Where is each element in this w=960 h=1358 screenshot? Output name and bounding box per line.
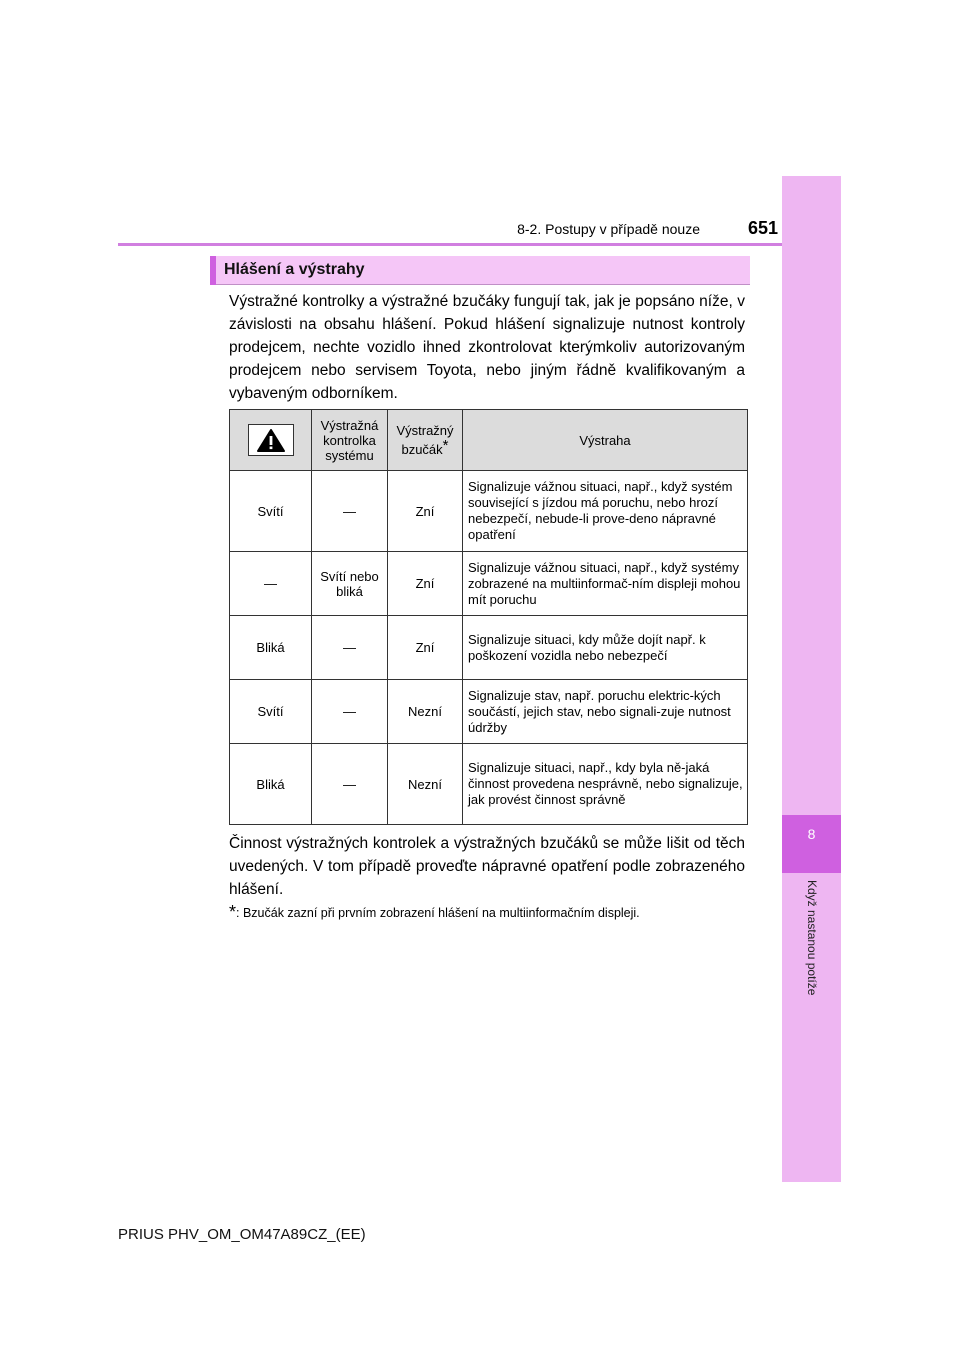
header-buzzer-line2: bzučák <box>401 442 443 457</box>
intro-paragraph: Výstražné kontrolky a výstražné bzučáky fungují tak, jak je popsáno níže, v závislosti na obsahu hlášení. Pokud hlášení signalizuje nutnost kontroly prodejcem, nechte vozidlo ihned zkontrolovat kterýmkoliv autorizovaným prodejcem nebo servisem Toyota, nebo jiným řádně kvalifikovaným a vybaveným odborníkem. <box>229 293 745 402</box>
cell-light: — <box>312 680 388 744</box>
cell-buzzer: Nezní <box>388 744 463 825</box>
warning-triangle-icon <box>248 424 294 456</box>
chapter-label: Když nastanou potíže <box>805 880 819 996</box>
table-row <box>230 471 748 552</box>
section-heading-bar <box>210 256 750 285</box>
cell-icon-state: Svítí <box>230 471 312 552</box>
section-accent <box>210 256 216 285</box>
cell-icon-state: Svítí <box>230 680 312 744</box>
cell-light: — <box>312 744 388 825</box>
table-row <box>230 680 748 744</box>
cell-icon-state: Bliká <box>230 744 312 825</box>
cell-buzzer: Nezní <box>388 680 463 744</box>
cell-light: Svítí nebo bliká <box>312 552 388 616</box>
chapter-number-block <box>782 815 841 873</box>
table-row <box>230 616 748 680</box>
header-buzzer <box>388 410 463 471</box>
cell-warning: Signalizuje situaci, kdy může dojít např. k poškození vozidla nebo nebezpečí <box>463 616 748 680</box>
table-row <box>230 744 748 825</box>
cell-buzzer: Zní <box>388 471 463 552</box>
section-title: Hlášení a výstrahy <box>224 261 365 278</box>
cell-icon-state: Bliká <box>230 616 312 680</box>
header-light-line2: kontrolka <box>323 432 376 448</box>
table-row <box>230 552 748 616</box>
page-number: 651 <box>747 218 778 238</box>
cell-warning: Signalizuje situaci, např., kdy byla ně-jaká činnost provedena nesprávně, nebo signalizuje, jak provést činnost správně <box>463 744 748 825</box>
header-light-line1: Výstražná <box>320 417 379 433</box>
footnote <box>229 902 769 923</box>
warning-table <box>229 409 748 825</box>
footnote-star: * <box>229 902 237 922</box>
cell-warning: Signalizuje vážnou situaci, např., když systémy zobrazené na multiinformač-ním displeji mohou mít poruchu <box>463 552 748 616</box>
header-icon-cell <box>230 410 312 471</box>
cell-buzzer: Zní <box>388 552 463 616</box>
closing-paragraph: Činnost výstražných kontrolek a výstražných bzučáků se může lišit od těch uvedených. V tom případě proveďte nápravné opatření podle zobrazeného hlášení. <box>229 835 745 898</box>
footnote-marker: * <box>442 437 449 454</box>
header-section-title: 8-2. Postupy v případě nouze <box>517 221 700 237</box>
header-system-light <box>312 410 388 471</box>
header-rule <box>118 243 782 246</box>
header-buzzer-line1: Výstražný <box>396 423 454 438</box>
header-warning: Výstraha <box>463 410 748 471</box>
cell-light: — <box>312 616 388 680</box>
cell-warning: Signalizuje vážnou situaci, např., když systém související s jízdou má poruchu, nebo hrozí nebezpečí, nebude-li prove-deno nápravné opatření <box>463 471 748 552</box>
cell-light: — <box>312 471 388 552</box>
cell-buzzer: Zní <box>388 616 463 680</box>
table-header-row <box>230 410 748 471</box>
document-id: PRIUS PHV_OM_OM47A89CZ_(EE) <box>118 1226 366 1243</box>
cell-warning: Signalizuje stav, např. poruchu elektric-kých součástí, jejich stav, nebo signali-zuje nutnost údržby <box>463 680 748 744</box>
chapter-number: 8 <box>807 826 816 842</box>
header-light-line3: systému <box>325 447 374 463</box>
footnote-text: : Bzučák zazní při prvním zobrazení hlášení na multiinformačním displeji. <box>236 906 640 920</box>
cell-icon-state: — <box>230 552 312 616</box>
